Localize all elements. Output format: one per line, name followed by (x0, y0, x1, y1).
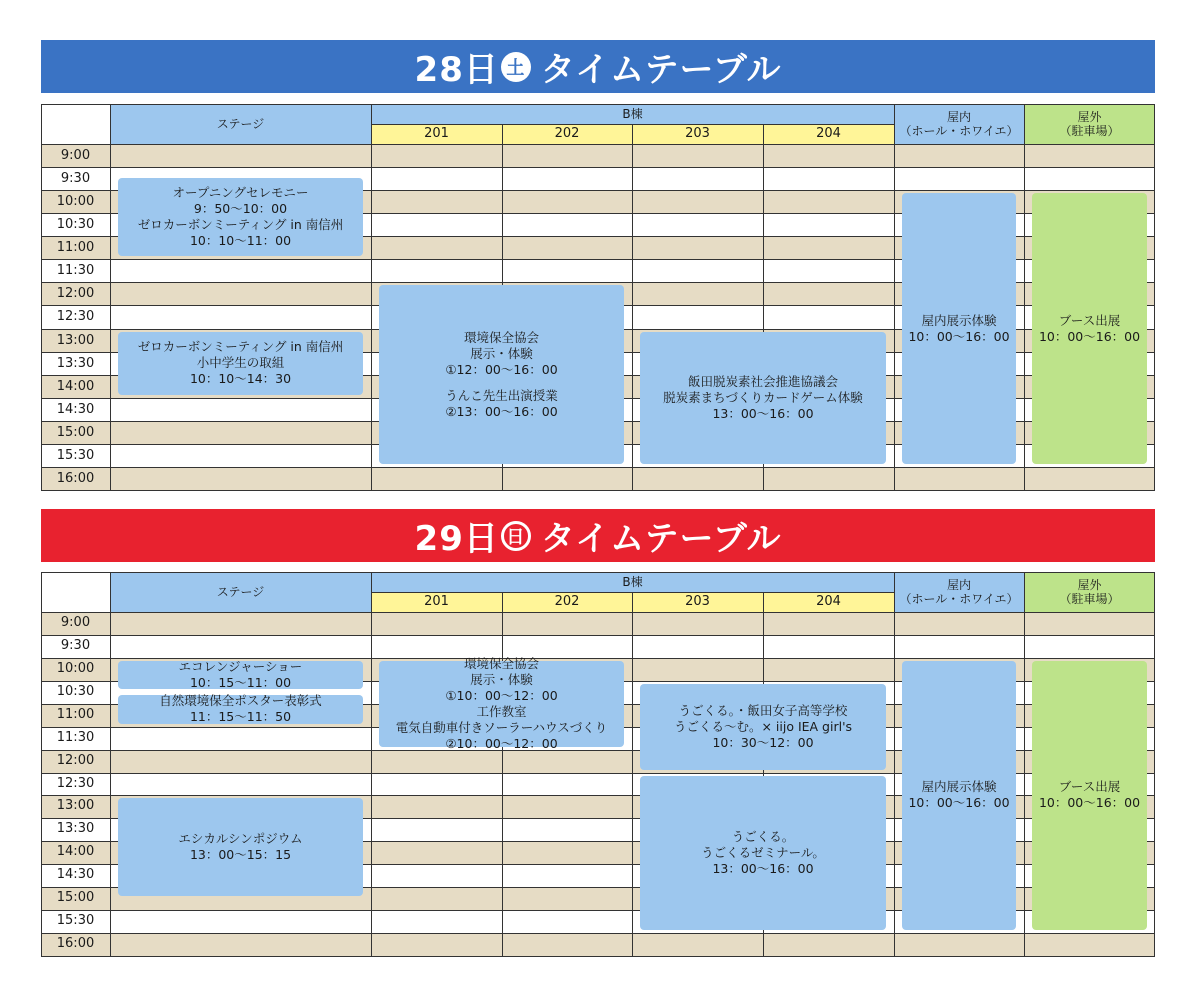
indoor-header-sub: （ホール・ホワイエ） (899, 592, 1019, 606)
room-header: 202 (502, 124, 632, 144)
event-text: うごくる。・飯田女子高等学校 (678, 702, 848, 718)
grid-line (110, 572, 111, 956)
indoor-event[interactable] (902, 193, 1016, 464)
grid-line (632, 124, 633, 490)
room-event-kyokai[interactable] (379, 655, 624, 751)
time-label: 13:00 (56, 332, 95, 348)
grid-line (1154, 104, 1155, 490)
event-text: 10：00～16：00 (908, 795, 1010, 811)
event-text: 小中学生の取組 (196, 355, 285, 371)
grid-line (371, 104, 372, 490)
event-text: ②10：00～12：00 (445, 735, 558, 751)
time-row (41, 612, 1155, 635)
room-event-ugokuru-1[interactable] (640, 684, 886, 770)
outdoor-header (1024, 104, 1155, 144)
event-text: 屋内展示体験 (921, 312, 997, 328)
grid-line (41, 572, 1155, 573)
event-text: 10：30～12：00 (712, 734, 814, 750)
time-label: 10:00 (56, 194, 95, 210)
event-text: ゼロカーボンミーティング in 南信州 (137, 216, 344, 232)
building-header: B棟 (371, 572, 894, 592)
event-text: 屋内展示体験 (921, 779, 997, 795)
saturday-banner (41, 40, 1155, 93)
time-label: 15:00 (56, 890, 95, 906)
grid-line (41, 467, 1155, 468)
event-text: 13：00～15：15 (189, 847, 292, 863)
stage-event-students[interactable] (118, 332, 363, 395)
building-header: B棟 (371, 104, 894, 124)
event-text: 13：00～16：00 (712, 405, 814, 421)
event-text: 11：15～11：50 (189, 709, 292, 725)
grid-line (894, 572, 895, 956)
grid-line (894, 104, 895, 490)
time-label: 9:00 (60, 148, 91, 163)
time-row (41, 144, 1155, 167)
time-label: 14:30 (56, 867, 95, 883)
stage-event-opening[interactable] (118, 178, 363, 257)
saturday-day-icon: 土 (501, 52, 531, 82)
event-text: 10：15～11：00 (189, 675, 292, 691)
stage-event-ecoranger[interactable] (118, 661, 363, 689)
time-label: 10:30 (56, 683, 95, 699)
room-event-datsutanso[interactable] (640, 332, 886, 464)
event-text: 9：50～10：00 (193, 200, 288, 216)
grid-line (41, 104, 1155, 105)
room-header: 203 (632, 592, 763, 612)
stage-header: ステージ (110, 572, 371, 612)
saturday-timetable (41, 104, 1155, 490)
time-label: 9:30 (60, 637, 91, 653)
event-text: ブース出展 (1058, 312, 1121, 328)
event-text: ①10：00～12：00 (445, 687, 558, 703)
stage-header: ステージ (110, 104, 371, 144)
grid-line (502, 592, 503, 956)
event-text: 展示・体験 (470, 671, 533, 687)
room-header: 204 (763, 124, 894, 144)
grid-line (110, 104, 111, 490)
event-text: 脱炭素まちづくりカードゲーム体験 (663, 389, 863, 405)
event-text: うんこ先生出演授業 (445, 387, 558, 403)
event-text: 展示・体験 (470, 345, 533, 361)
grid-line (1024, 572, 1025, 956)
outdoor-header (1024, 572, 1155, 612)
grid-line (41, 635, 1155, 636)
event-text: 13：00～16：00 (712, 860, 814, 876)
grid-line (41, 104, 42, 490)
time-label: 12:30 (56, 775, 95, 791)
indoor-header-title: 屋内 (946, 110, 971, 124)
indoor-header (894, 104, 1024, 144)
time-label: 13:00 (56, 798, 95, 814)
grid-line (41, 612, 1155, 613)
event-text: 電気自動車付きソーラーハウスづくり (395, 719, 608, 735)
banner-title: タイムテーブル (540, 519, 782, 559)
time-label: 15:30 (56, 447, 95, 463)
grid-line (1154, 572, 1155, 956)
event-text: 10：00～16：00 (1038, 795, 1141, 811)
event-text: 10：10～14：30 (189, 371, 292, 387)
time-label: 12:00 (56, 752, 95, 768)
sunday-day-icon: 日 (501, 521, 531, 551)
outdoor-header-sub: （駐車場） (1059, 592, 1120, 606)
outdoor-header-sub: （駐車場） (1059, 124, 1120, 138)
time-label: 10:30 (56, 217, 95, 233)
event-text: ①12：00～16：00 (445, 361, 558, 377)
time-label: 10:00 (56, 660, 95, 676)
time-label: 13:30 (56, 355, 95, 371)
indoor-header-title: 屋内 (946, 578, 971, 592)
event-text: 環境保全協会 (463, 655, 539, 671)
sunday-banner (41, 509, 1155, 562)
room-header: 201 (371, 592, 502, 612)
time-label: 11:30 (56, 729, 95, 745)
time-label: 11:00 (56, 240, 95, 256)
event-text: うごくるゼミナール。 (701, 844, 825, 860)
event-text: ②13：00～16：00 (445, 403, 558, 419)
time-label: 12:30 (56, 309, 95, 325)
event-text: 自然環境保全ポスター表彰式 (159, 693, 322, 709)
time-label: 15:30 (56, 913, 95, 929)
stage-event-ethical[interactable] (118, 798, 363, 895)
event-text: エコレンジャーショー (178, 659, 303, 675)
banner-date: 28日 (414, 50, 499, 90)
grid-line (41, 956, 1155, 957)
grid-line (371, 572, 372, 956)
time-label: 11:30 (56, 263, 95, 279)
event-text: 環境保全協会 (463, 329, 539, 345)
time-label: 14:00 (56, 378, 95, 394)
time-label: 12:00 (56, 286, 95, 302)
time-label: 16:00 (56, 936, 95, 952)
time-label: 16:00 (56, 470, 95, 486)
stage-event-poster[interactable] (118, 695, 363, 723)
room-event-ugokuru-2[interactable] (640, 776, 886, 931)
event-text: うごくる。 (731, 828, 795, 844)
event-text: 10：00～16：00 (1038, 328, 1141, 344)
outdoor-event[interactable] (1032, 661, 1147, 930)
outdoor-header-title: 屋外 (1077, 110, 1102, 124)
event-text: オープニングセレモニー (172, 184, 309, 200)
banner-title: タイムテーブル (540, 50, 782, 90)
outdoor-event[interactable] (1032, 193, 1147, 464)
time-row (41, 467, 1155, 490)
room-header: 202 (502, 592, 632, 612)
time-label: 14:00 (56, 844, 95, 860)
event-text: 飯田脱炭素社会推進協議会 (687, 373, 838, 389)
time-label: 9:00 (60, 615, 91, 630)
indoor-header-sub: （ホール・ホワイエ） (899, 124, 1019, 138)
event-text: エシカルシンポジウム (178, 831, 303, 847)
event-text: 工作教室 (476, 703, 527, 719)
room-header: 203 (632, 124, 763, 144)
outdoor-header-title: 屋外 (1077, 578, 1102, 592)
time-row (41, 635, 1155, 658)
time-label: 9:30 (60, 171, 91, 187)
event-text: ブース出展 (1058, 779, 1121, 795)
event-text: 10：10～11：00 (189, 232, 292, 248)
room-header: 201 (371, 124, 502, 144)
banner-date: 29日 (414, 519, 499, 559)
grid-line (1024, 104, 1025, 490)
room-header: 204 (763, 592, 894, 612)
grid-line (632, 592, 633, 956)
time-label: 15:00 (56, 424, 95, 440)
indoor-header (894, 572, 1024, 612)
time-label: 13:30 (56, 821, 95, 837)
grid-line (41, 144, 1155, 145)
sunday-timetable (41, 572, 1155, 956)
time-row (41, 933, 1155, 956)
grid-line (41, 572, 42, 956)
event-text: うごくる～む。× iijo IEA girl's (673, 718, 853, 734)
event-text: 10：00～16：00 (908, 328, 1010, 344)
room-event-kyokai[interactable] (379, 285, 624, 464)
grid-line (41, 490, 1155, 491)
grid-line (41, 167, 1155, 168)
indoor-event[interactable] (902, 661, 1016, 930)
time-label: 11:00 (56, 706, 95, 722)
time-label: 14:30 (56, 401, 95, 417)
grid-line (41, 933, 1155, 934)
event-text: ゼロカーボンミーティング in 南信州 (137, 339, 344, 355)
